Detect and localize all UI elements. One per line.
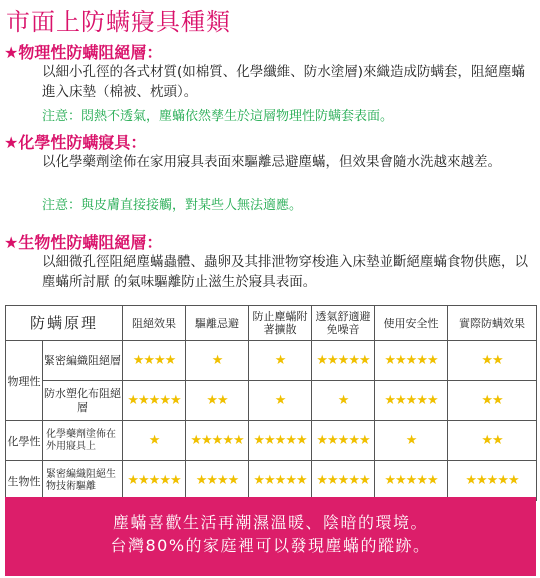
rating-stars: ★★★★ <box>186 461 249 501</box>
rating-stars: ★ <box>375 421 448 461</box>
method-cell: 緊密編織阻絕層 <box>43 341 123 381</box>
section-text-physical: 以細小孔徑的各式材質(如棉質、化學纖維、防水塗層)來織造成防螨套，阻絕塵蟎進入床墊（棉被、枕頭）。 <box>42 64 526 100</box>
rating-stars: ★★★★★ <box>375 461 448 501</box>
section-text-biological: 以細微孔徑阻絕塵蟎蟲體、蟲卵及其排泄物穿梭進入床墊並斷絕塵蟎食物供應，以塵蟎所討厭 的氣味驅離防止滋生於寢具表面。 <box>42 254 528 290</box>
rating-stars: ★★★★★ <box>249 461 312 501</box>
rating-stars: ★★ <box>448 381 537 421</box>
star-icon: ★ <box>4 43 19 62</box>
star-icon: ★ <box>4 233 19 252</box>
section-heading-label: 生物性防螨阻絕層： <box>18 233 163 252</box>
page-title: 市面上防螨寢具種類 <box>6 8 231 36</box>
section-heading-label: 物理性防螨阻絕層： <box>18 43 163 62</box>
rating-stars: ★ <box>123 421 186 461</box>
section-heading-chemical <box>4 130 146 153</box>
banner-line-1: 塵蟎喜歡生活再潮濕溫暖、陰暗的環境。 <box>112 513 428 532</box>
rating-stars: ★★ <box>448 341 537 381</box>
rating-stars: ★★★★★ <box>375 341 448 381</box>
info-banner <box>5 497 536 576</box>
column-header: 阻絕效果 <box>123 306 186 341</box>
rating-stars: ★★ <box>186 381 249 421</box>
column-header: 驅離忌避 <box>186 306 249 341</box>
section-heading-biological <box>4 230 162 253</box>
rating-stars: ★ <box>249 341 312 381</box>
table-row <box>6 461 537 501</box>
category-cell: 生物性 <box>6 461 43 501</box>
section-heading-physical <box>4 40 162 63</box>
column-header: 透氣舒適避免噪音 <box>312 306 375 341</box>
rating-stars: ★★★★★ <box>186 421 249 461</box>
rating-stars: ★★★★★ <box>375 381 448 421</box>
rating-stars: ★★★★★ <box>123 461 186 501</box>
column-header: 實際防螨效果 <box>448 306 537 341</box>
rating-stars: ★★★★ <box>123 341 186 381</box>
column-header: 使用安全性 <box>375 306 448 341</box>
comparison-table <box>5 305 537 501</box>
method-cell: 緊密編織阻絕生物技術驅離 <box>43 461 123 501</box>
table-row <box>6 381 537 421</box>
rating-stars: ★★★★★ <box>249 421 312 461</box>
section-heading-label: 化學性防螨寢具： <box>18 133 147 152</box>
category-cell: 化學性 <box>6 421 43 461</box>
method-cell: 化學藥劑塗佈在外用寢具上 <box>43 421 123 461</box>
column-header: 防止塵蟎附著擴散 <box>249 306 312 341</box>
method-cell: 防水塑化布阻絕層 <box>43 381 123 421</box>
rating-stars: ★★★★★ <box>312 341 375 381</box>
rating-stars: ★ <box>249 381 312 421</box>
banner-line-2: 台灣80%的家庭裡可以發現塵蟎的蹤跡。 <box>110 536 431 555</box>
rating-stars: ★ <box>312 381 375 421</box>
table-row <box>6 421 537 461</box>
section-note-chemical: 注意：與皮膚直接接觸，對某些人無法適應。 <box>42 198 303 213</box>
section-text-chemical: 以化學藥劑塗佈在家用寢具表面來驅離忌避塵蟎，但效果會隨水洗越來越差。 <box>42 154 501 170</box>
rating-stars: ★★★★★ <box>312 421 375 461</box>
category-cell: 物理性 <box>6 341 43 421</box>
star-icon: ★ <box>4 133 19 152</box>
rating-stars: ★★★★★ <box>123 381 186 421</box>
rating-stars: ★★ <box>448 421 537 461</box>
principle-header: 防螨原理 <box>6 306 123 341</box>
section-note-physical: 注意：悶熱不透氣，塵蟎依然孳生於這層物理性防螨套表面。 <box>42 109 394 124</box>
rating-stars: ★★★★★ <box>448 461 537 501</box>
table-row <box>6 341 537 381</box>
rating-stars: ★ <box>186 341 249 381</box>
table-header-row <box>6 306 537 341</box>
rating-stars: ★★★★★ <box>312 461 375 501</box>
